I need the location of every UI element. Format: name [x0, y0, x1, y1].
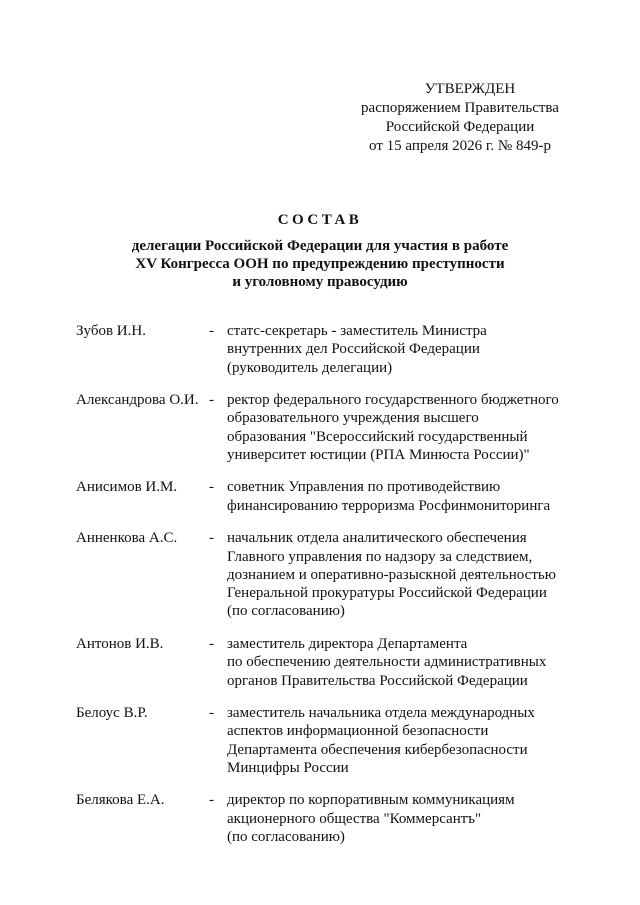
separator-dash: -	[209, 792, 214, 809]
position-line: финансированию терроризма Росфинмониторинга	[227, 497, 551, 514]
position-line: аспектов информационной безопасности	[227, 723, 489, 740]
approval-date-line: от 15 апреля 2026 г. № 849-р	[369, 138, 551, 154]
approval-line: Российской Федерации	[385, 119, 535, 135]
member-position	[227, 391, 576, 464]
member-position	[227, 529, 576, 620]
separator-dash: -	[209, 392, 214, 409]
separator-dash: -	[209, 479, 214, 496]
position-line: советник Управления по противодействию	[227, 479, 501, 496]
document-title: СОСТАВ	[277, 212, 363, 228]
position-line: университет юстиции (РПА Минюста России)"	[227, 446, 530, 463]
position-line: по обеспечению деятельности административных	[227, 654, 547, 671]
position-line: заместитель директора Департамента	[227, 635, 468, 652]
position-line: ректор федерального государственного бюджетного	[227, 392, 559, 409]
approval-heading: УТВЕРЖДЕН	[424, 81, 516, 97]
separator-dash: -	[209, 323, 214, 339]
member-position	[227, 791, 576, 846]
position-line: Департамента обеспечения кибербезопасности	[227, 741, 528, 758]
position-line: органов Правительства Российской Федерации	[227, 672, 528, 689]
position-line: внутренних дел Российской Федерации	[227, 341, 480, 358]
position-line: (по согласованию)	[227, 603, 345, 620]
member-name: Антонов И.В.	[76, 635, 164, 652]
position-line: образовательного учреждения высшего	[227, 410, 479, 427]
subtitle-line: XV Конгресса ООН по предупреждению преступности	[135, 256, 505, 272]
position-line: Минцифры России	[227, 759, 349, 776]
subtitle-line: и уголовному правосудию	[232, 274, 408, 290]
position-line: акционерного общества "Коммерсантъ"	[227, 810, 482, 827]
member-name: Белякова Е.А.	[76, 792, 165, 809]
delegation-member-list	[76, 322, 576, 860]
member-row	[76, 791, 576, 846]
approval-line: распоряжением Правительства	[361, 100, 559, 116]
member-position	[227, 478, 576, 515]
member-row	[76, 704, 576, 777]
member-position	[227, 704, 576, 777]
position-line: начальник отдела аналитического обеспечения	[227, 530, 527, 547]
separator-dash: -	[209, 530, 214, 547]
separator-dash: -	[209, 704, 214, 721]
member-row	[76, 322, 576, 377]
member-name: Зубов И.Н.	[76, 323, 146, 339]
position-line: заместитель начальника отдела международных	[227, 704, 535, 721]
member-name: Александрова О.И.	[76, 392, 199, 409]
position-line: (руководитель делегации)	[227, 359, 393, 376]
member-row	[76, 635, 576, 690]
member-position	[227, 322, 576, 377]
separator-dash: -	[209, 635, 214, 652]
member-name: Анисимов И.М.	[76, 479, 178, 496]
position-line: дознанием и оперативно-разыскной деятельностью	[227, 566, 556, 583]
position-line: статс-секретарь - заместитель Министра	[227, 323, 487, 339]
position-line: Генеральной прокуратуры Российской Федерации	[227, 585, 547, 602]
member-row	[76, 391, 576, 464]
position-line: (по согласованию)	[227, 828, 345, 845]
member-name: Белоус В.Р.	[76, 704, 148, 721]
member-row	[76, 478, 576, 515]
member-name: Анненкова А.С.	[76, 530, 178, 547]
position-line: директор по корпоративным коммуникациям	[227, 792, 515, 809]
document-subtitle	[70, 237, 570, 291]
position-line: Главного управления по надзору за следствием,	[227, 548, 533, 565]
subtitle-line: делегации Российской Федерации для участия в работе	[131, 238, 509, 254]
member-position	[227, 635, 576, 690]
approval-block	[340, 80, 580, 156]
position-line: образования "Всероссийский государственный	[227, 428, 528, 445]
member-row	[76, 529, 576, 620]
